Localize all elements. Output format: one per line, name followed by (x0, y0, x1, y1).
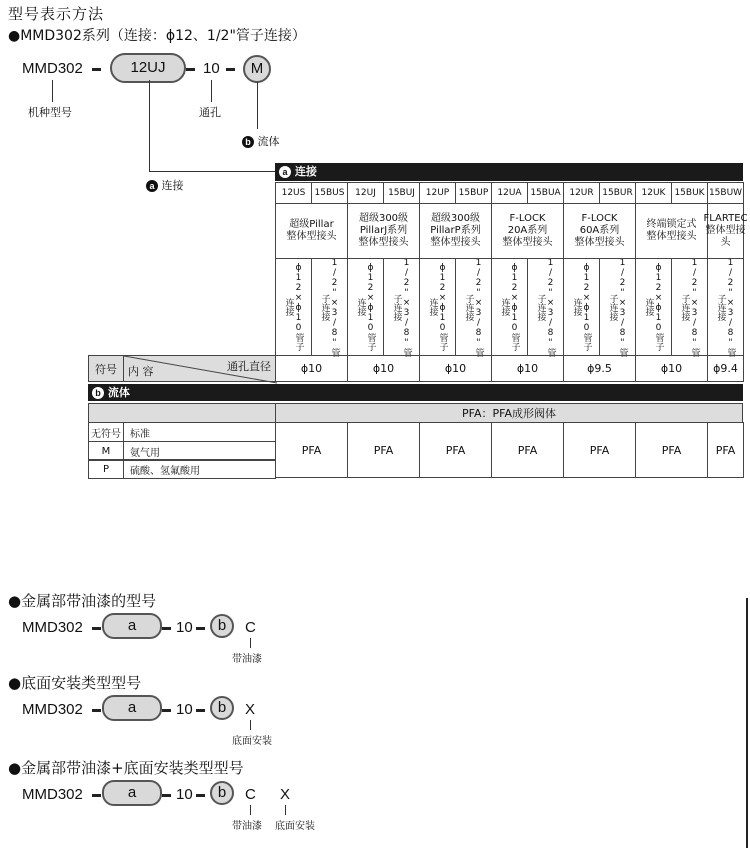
badge-b-icon: b (242, 136, 254, 148)
pipe-size-cell: 1/2"×3/8"管子连接 (383, 258, 420, 356)
header-code: 符号 (88, 355, 124, 382)
bore-diameter: ϕ10 (635, 355, 708, 382)
pipe-size-cell: 1/2"×3/8"管子连接 (311, 258, 348, 356)
connector-type: 超级Pillar 整体型接头 (275, 203, 348, 259)
pipe-size-cell: ϕ12×ϕ10管子连接 (563, 258, 600, 356)
pfa-cell: PFA (635, 422, 708, 478)
series-line: ●MMD302系列（连接：ϕ12、1/2"管子连接） (8, 28, 306, 44)
dash (226, 68, 235, 71)
fluid-header: 流体 (107, 386, 130, 399)
code-b-circle: b (210, 696, 234, 720)
badge-a-icon: a (146, 180, 158, 192)
code-b-circle: b (210, 614, 234, 638)
fluid-content: 标准 (123, 422, 276, 442)
bore-diameter: ϕ10 (419, 355, 492, 382)
suffix-code: C (245, 619, 256, 636)
badge-a-icon: a (279, 166, 291, 178)
section-title: ●底面安装类型型号 (8, 674, 142, 692)
connection-code: 12UA (491, 182, 528, 204)
dash (196, 709, 205, 712)
connection-code: 15BUW (707, 182, 744, 204)
connection-code: 12UJ (347, 182, 384, 204)
bore-diameter: ϕ10 (347, 355, 420, 382)
leader-line (285, 805, 286, 815)
leader-line (250, 720, 251, 730)
suffix-code: X (280, 786, 291, 803)
pfa-banner: PFA：PFA成形阀体 (275, 403, 743, 423)
dash (92, 68, 101, 71)
dash (162, 709, 171, 712)
label-bore: 通孔 (199, 106, 221, 119)
dash (186, 68, 195, 71)
connection-code: 12US (275, 182, 312, 204)
pfa-cell: PFA (491, 422, 564, 478)
bore-code: 10 (176, 619, 193, 636)
connector-type: F-LOCK 20A系列 整体型接头 (491, 203, 564, 259)
dash (92, 794, 101, 797)
label-machine: 机种型号 (28, 106, 72, 119)
bore-diameter: ϕ9.5 (563, 355, 636, 382)
label-connection-wrap (146, 177, 184, 193)
label-fluid: 流体 (257, 135, 280, 148)
pipe-size-cell: 1/2"×3/8"管子连接 (671, 258, 708, 356)
model-prefix: MMD302 (22, 701, 83, 718)
connection-code: 15BUS (311, 182, 348, 204)
leader-line (149, 80, 150, 172)
connector-type: F-LOCK 60A系列 整体型接头 (563, 203, 636, 259)
dash (162, 794, 171, 797)
connector-type: FLARTEC 整体型接头 (707, 203, 744, 259)
dash (162, 627, 171, 630)
code-a-pill: a (102, 780, 162, 806)
leader-line (52, 80, 53, 102)
section-title: ●金属部带油漆的型号 (8, 592, 157, 610)
suffix-code: C (245, 786, 256, 803)
fluid-blank-cell (88, 403, 276, 423)
connection-code: 12UK (635, 182, 672, 204)
pipe-size-cell: ϕ12×ϕ10管子连接 (347, 258, 384, 356)
model-prefix: MMD302 (22, 60, 83, 77)
page-title: 型号表示方法 (8, 5, 105, 23)
fluid-code: M (88, 441, 124, 461)
suffix-note: 带油漆 (232, 821, 262, 832)
suffix-note: 底面安装 (232, 736, 272, 747)
bore-diameter: ϕ9.4 (707, 355, 744, 382)
connection-code: 15BUR (599, 182, 636, 204)
header-content-cell (123, 355, 276, 382)
bore-code: 10 (176, 786, 193, 803)
connection-code: 12UP (419, 182, 456, 204)
connection-code: 15BUP (455, 182, 492, 204)
suffix-note: 带油漆 (232, 654, 262, 665)
header-bore: 通孔直径 (227, 360, 271, 373)
label-connection: 连接 (161, 179, 184, 192)
connection-code: 15BUJ (383, 182, 420, 204)
code-a-pill: a (102, 613, 162, 639)
label-fluid-wrap (242, 133, 280, 149)
leader-line (257, 82, 258, 129)
dash (196, 627, 205, 630)
dash (92, 627, 101, 630)
connection-header: 连接 (294, 165, 317, 178)
fluid-content: 氨气用 (123, 441, 276, 461)
leader-line (149, 171, 275, 172)
pipe-size-cell: ϕ12×ϕ10管子连接 (635, 258, 672, 356)
fluid-code: P (88, 459, 124, 479)
fluid-header-band (88, 384, 743, 401)
leader-line (250, 805, 251, 815)
connection-code: 12UR (563, 182, 600, 204)
bore-code: 10 (203, 60, 220, 77)
connector-type: 超级300级 PillarP系列 整体型接头 (419, 203, 492, 259)
leader-line (211, 80, 212, 102)
pipe-size-cell: 1/2"×3/8"管子连接 (707, 258, 744, 356)
bore-code: 10 (176, 701, 193, 718)
pfa-cell: PFA (563, 422, 636, 478)
pfa-cell: PFA (419, 422, 492, 478)
pipe-size-cell: ϕ12×ϕ10管子连接 (491, 258, 528, 356)
pipe-size-cell: 1/2"×3/8"管子连接 (527, 258, 564, 356)
badge-b-icon: b (92, 387, 104, 399)
connection-code: 15BUA (527, 182, 564, 204)
pipe-size-cell: ϕ12×ϕ10管子连接 (419, 258, 456, 356)
suffix-code: X (245, 701, 256, 718)
bore-diameter: ϕ10 (275, 355, 348, 382)
pfa-cell: PFA (707, 422, 744, 478)
model-prefix: MMD302 (22, 619, 83, 636)
dash (92, 709, 101, 712)
connector-type: 终端锁定式 整体型接头 (635, 203, 708, 259)
pipe-size-cell: 1/2"×3/8"管子连接 (455, 258, 492, 356)
pfa-cell: PFA (347, 422, 420, 478)
suffix-note: 底面安装 (275, 821, 315, 832)
connection-code-pill: 12UJ (110, 53, 186, 83)
connection-header-band (275, 163, 743, 181)
dash (196, 794, 205, 797)
fluid-content: 硫酸、氢氟酸用 (123, 459, 276, 479)
bore-diameter: ϕ10 (491, 355, 564, 382)
code-b-circle: b (210, 781, 234, 805)
connection-code: 15BUK (671, 182, 708, 204)
model-prefix: MMD302 (22, 786, 83, 803)
code-a-pill: a (102, 695, 162, 721)
pipe-size-cell: 1/2"×3/8"管子连接 (599, 258, 636, 356)
edge-bar (746, 598, 748, 848)
leader-line (250, 638, 251, 648)
fluid-code: 无符号 (88, 422, 124, 442)
header-content: 内 容 (128, 365, 154, 378)
pipe-size-cell: ϕ12×ϕ10管子连接 (275, 258, 312, 356)
pfa-cell: PFA (275, 422, 348, 478)
section-title: ●金属部带油漆+底面安装类型型号 (8, 759, 244, 777)
connector-type: 超级300级 PillarJ系列 整体型接头 (347, 203, 420, 259)
diagonal-line (124, 356, 277, 383)
fluid-code-circle: M (243, 55, 271, 83)
